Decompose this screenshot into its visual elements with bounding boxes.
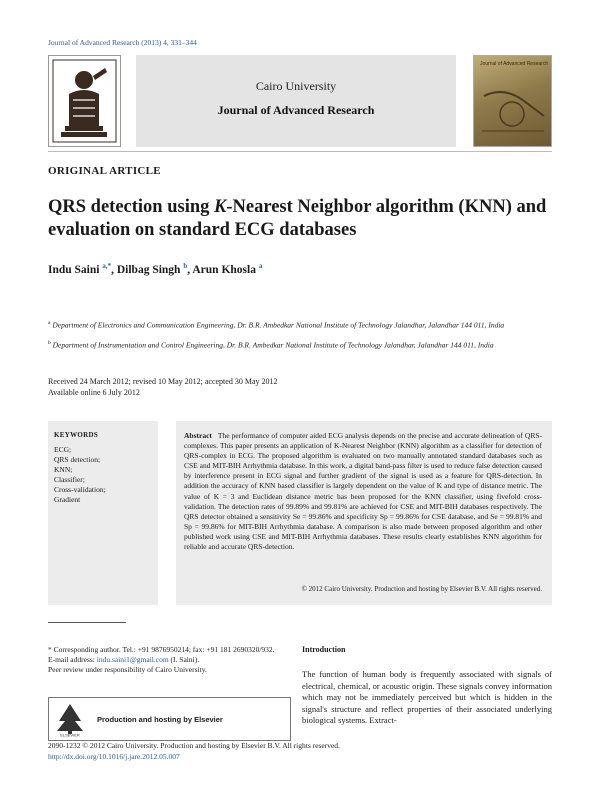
author-name: Indu Saini — [48, 263, 100, 276]
elsevier-logo-word: ELSEVIER — [60, 732, 80, 737]
keywords-list — [54, 445, 106, 505]
keyword-item: Cross-validation; — [54, 485, 106, 494]
footnote — [48, 645, 288, 675]
keyword-item: KNN; — [54, 465, 73, 474]
author-name: Dilbag Singh — [116, 263, 181, 276]
abstract-copyright: © 2012 Cairo University. Production and hosting by Elsevier B.V. All rights reserved. — [301, 585, 542, 593]
keyword-item: Gradient — [54, 495, 81, 504]
keyword-item: QRS detection; — [54, 455, 101, 464]
abstract-text — [184, 431, 542, 552]
cairo-university-logo — [48, 55, 121, 147]
journal-cover-image — [473, 55, 552, 147]
footnote-rule — [48, 622, 126, 623]
university-name: Cairo University — [255, 79, 337, 93]
affiliation-marker: a — [48, 320, 51, 326]
header-rule — [48, 151, 552, 152]
affiliation-text: Department of Electronics and Communication Engineering, Dr. B.R. Ambedkar National Institute of Technology Jalandhar, Jalandhar 144 011, India — [52, 320, 505, 330]
abstract-box — [176, 421, 552, 605]
journal-name: Journal of Advanced Research — [217, 103, 375, 117]
elsevier-logo — [53, 701, 87, 737]
email-suffix: (I. Saini). — [168, 655, 200, 664]
doi-link[interactable]: http://dx.doi.org/10.1016/j.jare.2012.05.007 — [48, 752, 180, 761]
author-name: Arun Khosla — [192, 263, 256, 276]
authors: Indu Saini $^{a,*}$, Dilbag Singh $^b$, Arun Khosla $^a$ — [48, 262, 263, 276]
keyword-item: ECG; — [54, 445, 72, 454]
corresponding-author: * Corresponding author. Tel.: +91 9876950214; fax: +91 181 2690320/932. — [48, 645, 275, 654]
article-type: ORIGINAL ARTICLE — [48, 165, 161, 177]
online-date: Available online 6 July 2012 — [48, 387, 140, 397]
abstract-body: The performance of computer aided ECG analysis depends on the precise and accurate delineation of QRS-complexes. This paper presents an application of K-Nearest Neighbor (KNN) algorithm as a classifier for detection of QRS-complex in ECG. The proposed algorithm is evaluated on two manually annotated standard databases such as CSE and MIT-BIH Arrhythmia database. In this work, a digital band-pass filter is used to reduce false detection caused by interference present in ECG signal and further gradient of the signal is used as a feature for QRS-detection. In addition the accuracy of KNN based classifier is largely dependent on the value of K and type of distance metric. The value of K = 3 and Euclidean distance metric has been proposed for the KNN classifier, using fivefold cross-validation. The detection rates of 99.89% and 99.81% are achieved for CSE and MIT-BIH databases respectively. The QRS detector obtained a sensitivity Se = 99.86% and specificity Sp = 99.86% for CSE database, and Se = 99.81% and Sp = 99.86% for MIT-BIH Arrhythmia database. A comparison is also made between proposed algorithm and other published work using CSE and MIT-BIH Arrhythmia databases. These results clearly establishes KNN algorithm for reliable and accurate QRS-detection. — [184, 431, 542, 552]
affiliation-b — [48, 338, 552, 351]
abstract-label: Abstract — [184, 431, 212, 440]
peer-review-note: Peer review under responsibility of Cairo University. — [48, 665, 207, 674]
author-affil-link[interactable]: a — [258, 262, 263, 270]
title-italic: K — [214, 197, 227, 217]
elsevier-text: Production and hosting by Elsevier — [97, 715, 223, 724]
journal-header — [48, 55, 552, 147]
journal-title-panel — [136, 55, 456, 147]
author-affil-link[interactable]: b — [183, 262, 188, 270]
email-link[interactable]: indu.saini1@gmail.com — [96, 655, 169, 664]
article-title — [48, 196, 548, 242]
title-part1: QRS detection using — [48, 197, 215, 217]
keywords-box — [48, 421, 158, 605]
intro-heading: Introduction — [302, 645, 346, 654]
elsevier-production-box — [48, 697, 291, 741]
journal-citation: Journal of Advanced Research (2013) 4, 331–344 — [48, 38, 197, 47]
title-part2: -Nearest Neighbor algorithm (KNN) and evaluation on standard ECG databases — [48, 197, 547, 240]
issn-line: 2090-1232 © 2012 Cairo University. Production and hosting by Elsevier B.V. All rights reserved. — [48, 741, 340, 750]
intro-text: The function of human body is frequently associated with signals of electrical, chemical, or acoustic origin. These signals convey information which may not be immediately perceived but which is hidden in the signal's structure and reflect properties of their associated underlying biological systems. Extract- — [302, 669, 552, 725]
affiliation-a — [48, 318, 552, 331]
cover-title: Journal of Advanced Research — [480, 61, 549, 67]
author-affil-link[interactable]: a,* — [102, 262, 112, 270]
affiliation-marker: b — [48, 340, 51, 346]
affiliation-text: Department of Instrumentation and Control Engineering, Dr. B.R. Ambedkar National Institute of Technology Jalandhar, Jalandhar 144 011, India — [52, 340, 494, 350]
article-dates — [48, 377, 278, 398]
email-prefix: E-mail address: — [48, 655, 97, 664]
keywords-title: KEYWORDS — [54, 431, 99, 439]
email-line — [48, 655, 288, 665]
keyword-item: Classifier; — [54, 475, 85, 484]
bottom-info — [48, 740, 340, 762]
received-dates: Received 24 March 2012; revised 10 May 2012; accepted 30 May 2012 — [48, 377, 278, 386]
